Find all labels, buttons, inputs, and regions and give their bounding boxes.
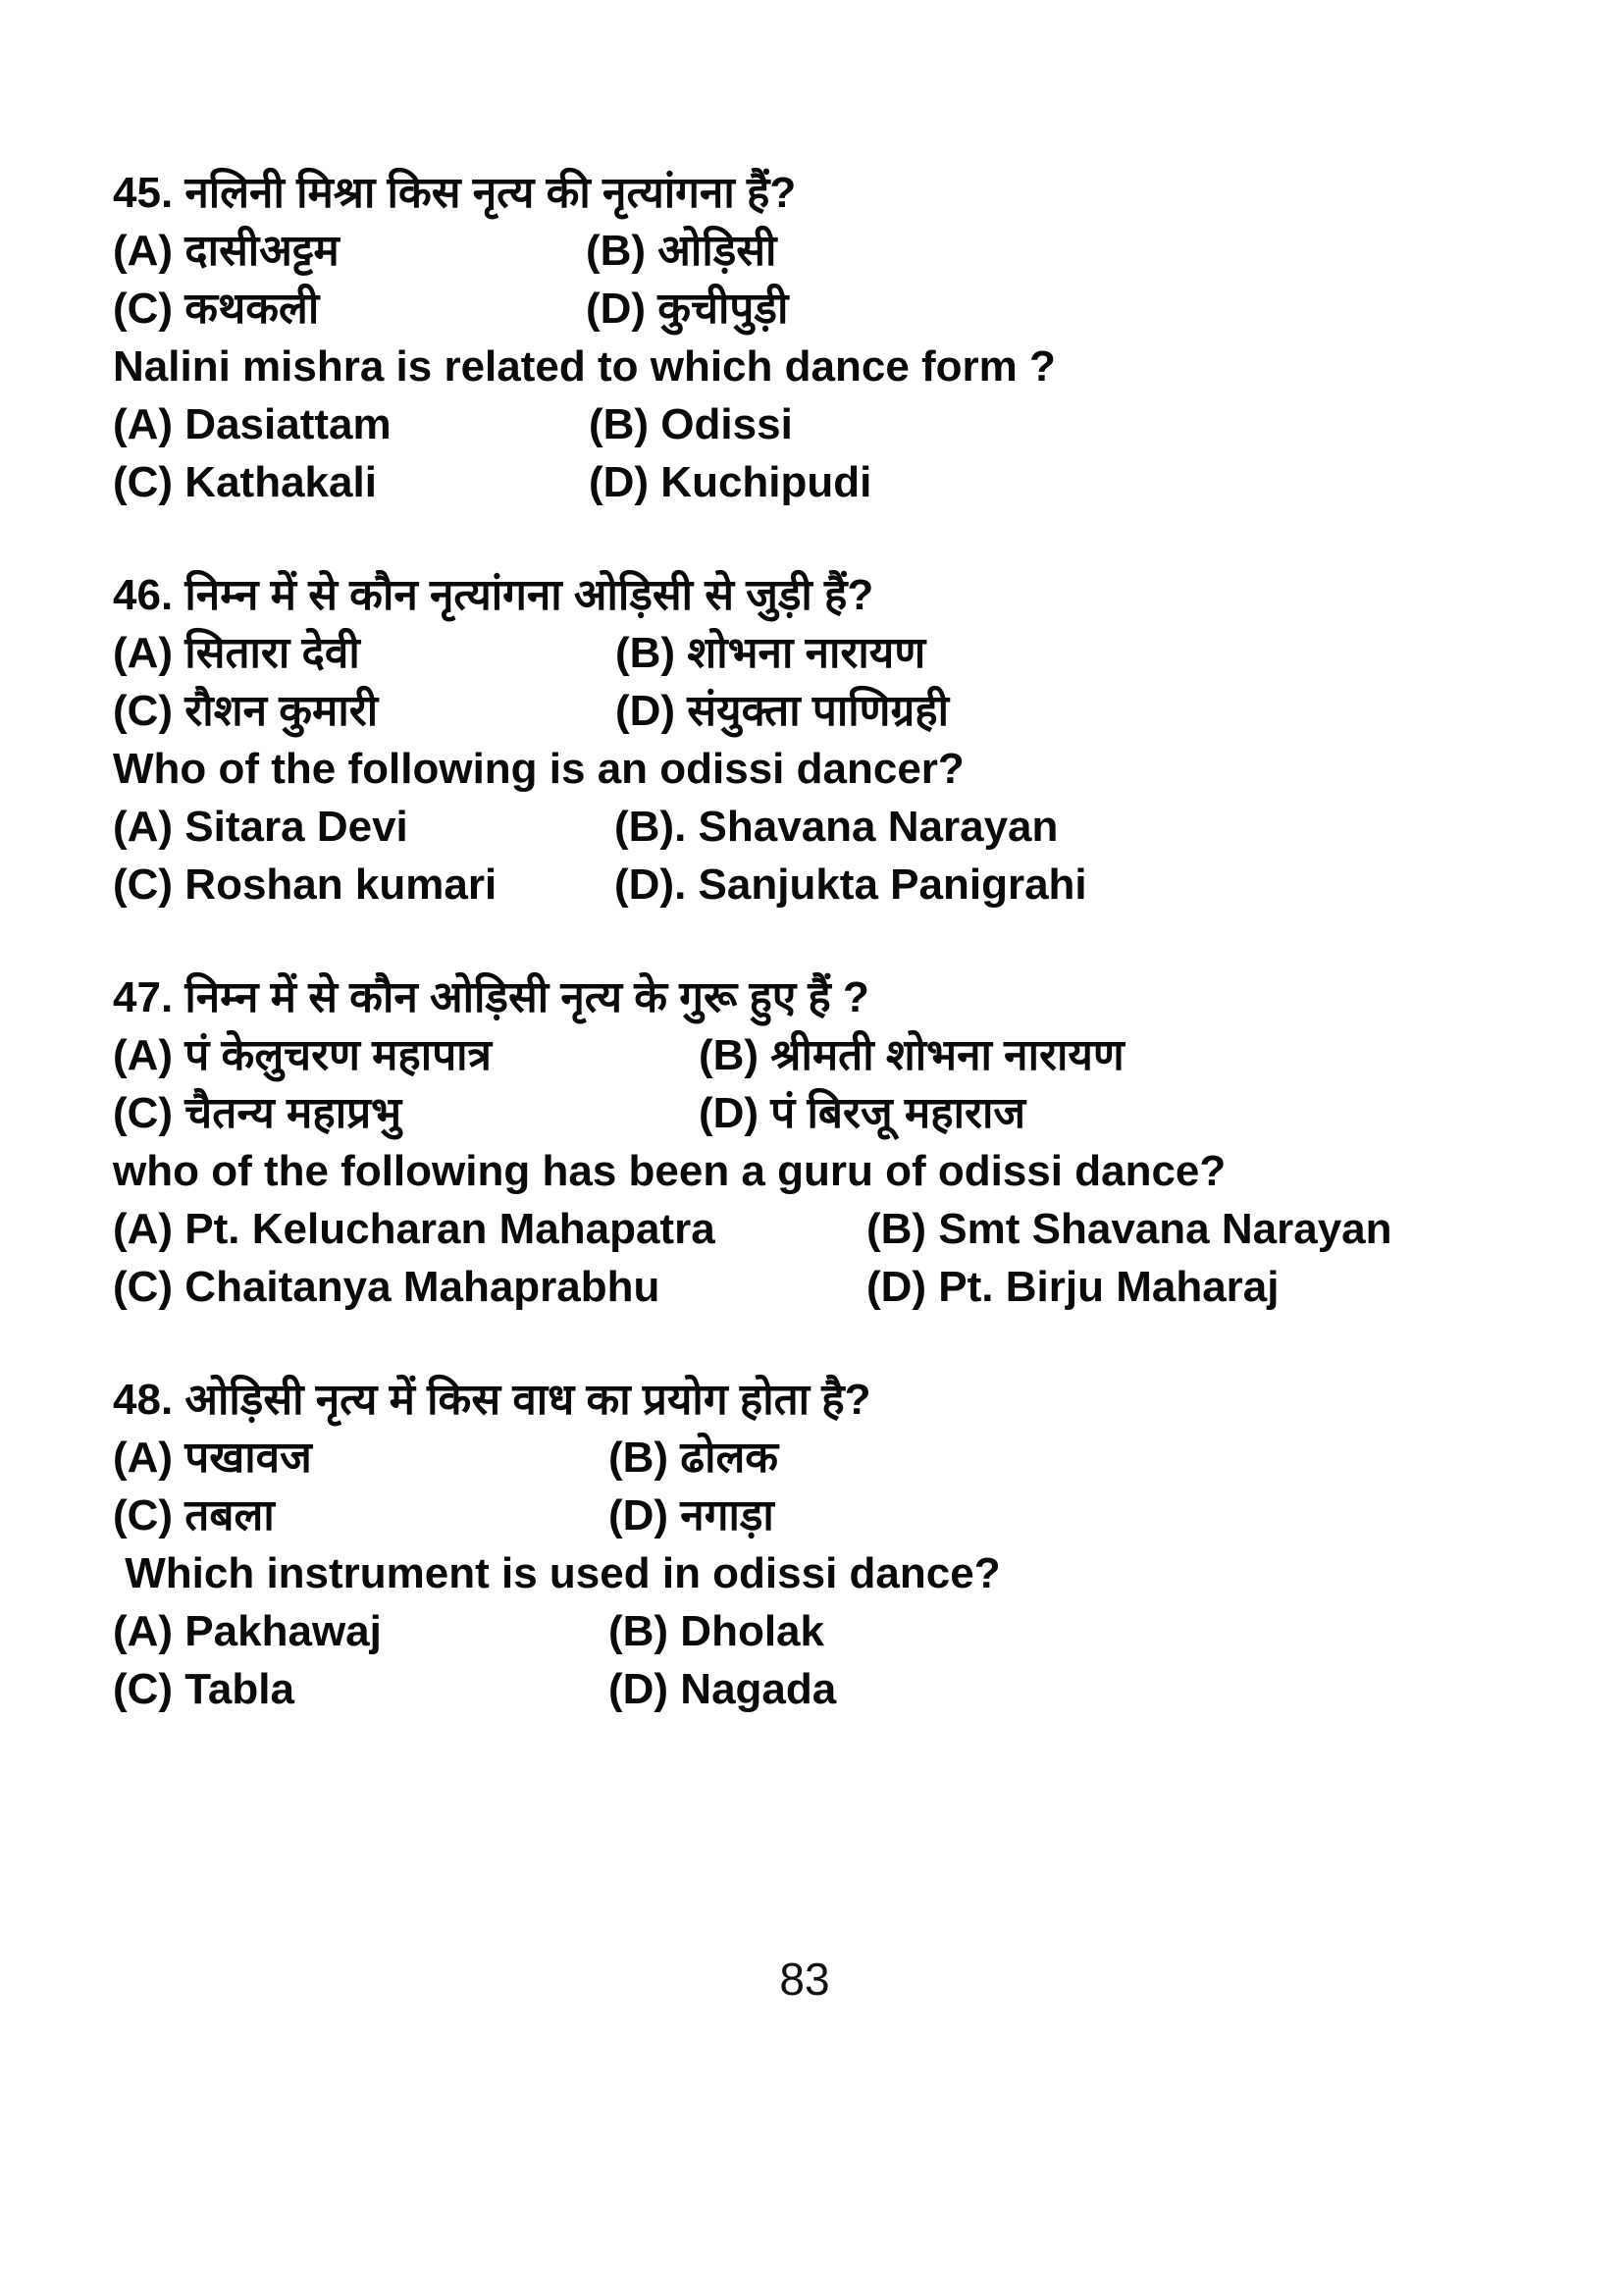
question-block-45 [113,164,1516,511]
q45-hindi-options-row-1 [113,222,1516,280]
question-block-47 [113,968,1516,1316]
q47-option-d-hindi: (D) पं बिरजू महाराज [699,1089,1026,1137]
q45-option-a-english: (A) Dasiattam [113,400,392,448]
q46-option-a-english: (A) Sitara Devi [113,803,408,851]
q48-option-a-english: (A) Pakhawaj [113,1607,382,1655]
q46-english-options-row-2 [113,856,1516,913]
q47-option-b-hindi: (B) श्रीमती शोभना नारायण [699,1031,1125,1079]
q47-option-a-hindi: (A) पं केलुचरण महापात्र [113,1031,492,1079]
q48-option-c-hindi: (C) तबला [113,1491,275,1539]
q45-option-c-english: (C) Kathakali [113,458,377,506]
question-block-46 [113,566,1516,913]
q46-option-b-hindi: (B) शोभना नारायण [615,629,926,677]
q45-english-question: Nalini mishra is related to which dance form ? [113,342,1056,391]
q45-option-b-hindi: (B) ओड़िसी [586,227,777,275]
q46-option-c-hindi: (C) रौशन कुमारी [113,687,379,735]
q48-option-b-hindi: (B) ढोलक [608,1434,779,1482]
q47-english-options-row-2 [113,1258,1516,1316]
q45-option-c-hindi: (C) कथकली [113,285,320,333]
q45-option-d-hindi: (D) कुचीपुड़ी [586,285,789,333]
q46-english-options-row-1 [113,798,1516,856]
page-number: 83 [779,1954,830,2005]
q46-option-c-english: (C) Roshan kumari [113,861,497,909]
q45-english-options-row-2 [113,453,1516,511]
exam-page-content [113,164,1516,1773]
q47-option-d-english: (D) Pt. Birju Maharaj [866,1263,1280,1311]
q48-hindi-options-row-1 [113,1429,1516,1487]
q45-hindi-question: 45. नलिनी मिश्रा किस नृत्य की नृत्यांगना हैं? [113,169,797,217]
q46-hindi-question: 46. निम्न में से कौन नृत्यांगना ओड़िसी से जुड़ी हैं? [113,571,874,619]
q45-hindi-options-row-2 [113,280,1516,338]
q48-option-d-english: (D) Nagada [608,1665,837,1713]
q45-english-options-row-1 [113,395,1516,453]
q46-option-d-hindi: (D) संयुक्ता पाणिग्रही [615,687,950,735]
q47-english-options-row-1 [113,1200,1516,1258]
q47-hindi-options-row-2 [113,1084,1516,1142]
q47-english-question: who of the following has been a guru of odissi dance? [113,1147,1227,1195]
q48-hindi-question: 48. ओड़िसी नृत्य में किस वाध का प्रयोग होता है? [113,1376,871,1424]
q48-option-d-hindi: (D) नगाड़ा [608,1491,774,1539]
q47-option-b-english: (B) Smt Shavana Narayan [866,1205,1392,1253]
q48-option-a-hindi: (A) पखावज [113,1434,312,1482]
q47-hindi-question: 47. निम्न में से कौन ओड़िसी नृत्य के गुरू हुए हैं ? [113,973,869,1021]
q48-option-c-english: (C) Tabla [113,1665,294,1713]
q48-english-options-row-1 [113,1602,1516,1660]
q47-hindi-options-row-1 [113,1026,1516,1084]
q46-hindi-options-row-2 [113,682,1516,740]
q46-english-question: Who of the following is an odissi dancer? [113,745,965,793]
q45-option-a-hindi: (A) दासीअट्टम [113,227,340,275]
q45-option-d-english: (D) Kuchipudi [589,458,872,506]
q48-option-b-english: (B) Dholak [608,1607,824,1655]
question-block-48 [113,1371,1516,1718]
q46-option-d-english: (D). Sanjukta Panigrahi [614,861,1087,909]
q47-option-a-english: (A) Pt. Kelucharan Mahapatra [113,1205,715,1253]
q46-option-a-hindi: (A) सितारा देवी [113,629,360,677]
q48-hindi-options-row-2 [113,1487,1516,1544]
q48-english-options-row-2 [113,1660,1516,1718]
q45-option-b-english: (B) Odissi [589,400,793,448]
q47-option-c-hindi: (C) चैतन्य महाप्रभु [113,1089,402,1137]
q47-option-c-english: (C) Chaitanya Mahaprabhu [113,1263,660,1311]
q48-english-question: Which instrument is used in odissi dance? [113,1549,1001,1597]
q46-option-b-english: (B). Shavana Narayan [614,803,1059,851]
q46-hindi-options-row-1 [113,624,1516,682]
